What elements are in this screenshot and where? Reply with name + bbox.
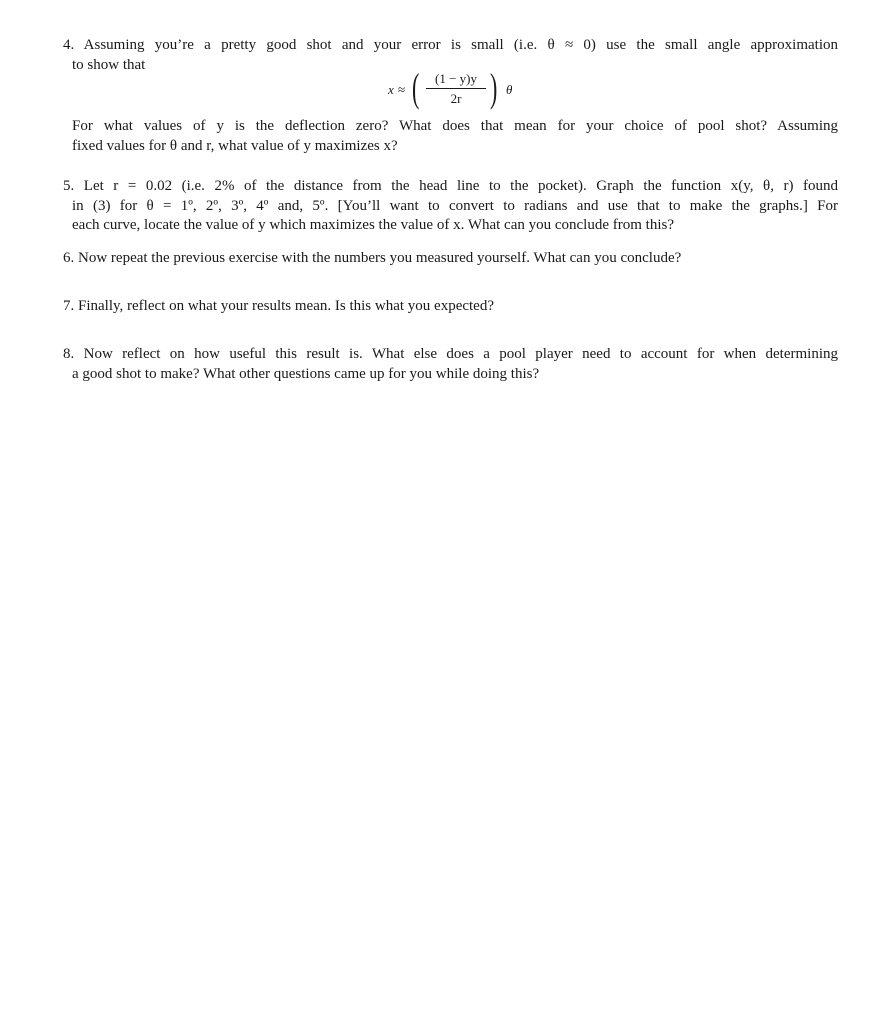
formula-lhs: x: [388, 82, 394, 97]
formula-numerator: (1 − y)y: [435, 71, 477, 86]
formula-right-paren: ): [490, 65, 498, 110]
small-angle-formula: [388, 66, 528, 112]
exercise-5: [63, 177, 838, 236]
exercise-8: [63, 345, 838, 384]
exercise-7-line-1: 7. Finally, reflect on what your results mean. Is this what you expected?: [63, 298, 494, 314]
exercise-4-line-1: 4. Assuming you’re a pretty good shot and your error is small (i.e. θ ≈ 0) use the small angle approximation: [63, 37, 838, 53]
formula-relation: ≈: [398, 82, 406, 97]
exercise-6: [63, 249, 838, 269]
exercise-4-followup-line-2: fixed values for θ and r, what value of y maximizes x?: [72, 137, 398, 154]
exercise-4-followup: [63, 117, 838, 156]
formula-fraction-bar: [426, 88, 486, 89]
formula-factor: θ: [506, 82, 513, 97]
exercise-4-line-2: to show that: [72, 56, 146, 73]
formula-left-paren: (: [412, 65, 420, 110]
exercise-7: [63, 297, 838, 317]
exercise-8-line-2: a good shot to make? What other questions came up for you while doing this?: [72, 365, 540, 382]
exercise-8-line-1: 8. Now reflect on how useful this result is. What else does a pool player need to account for when determining: [63, 346, 838, 362]
exercise-5-line-3: each curve, locate the value of y which maximizes the value of x. What can you conclude from this?: [72, 217, 674, 233]
exercise-5-line-2: in (3) for θ = 1º, 2º, 3º, 4º and, 5º. [You’ll want to convert to radians and use that to make the graphs.] For: [72, 197, 838, 214]
exercise-6-line-1: 6. Now repeat the previous exercise with the numbers you measured yourself. What can you conclude?: [63, 250, 682, 266]
formula-denominator: 2r: [450, 91, 462, 106]
exercise-4-followup-line-1: For what values of y is the deflection zero? What does that mean for your choice of pool shot? Assuming: [72, 118, 838, 134]
exercise-5-line-1: 5. Let r = 0.02 (i.e. 2% of the distance from the head line to the pocket). Graph the function x(y, θ, r) found: [63, 178, 838, 194]
